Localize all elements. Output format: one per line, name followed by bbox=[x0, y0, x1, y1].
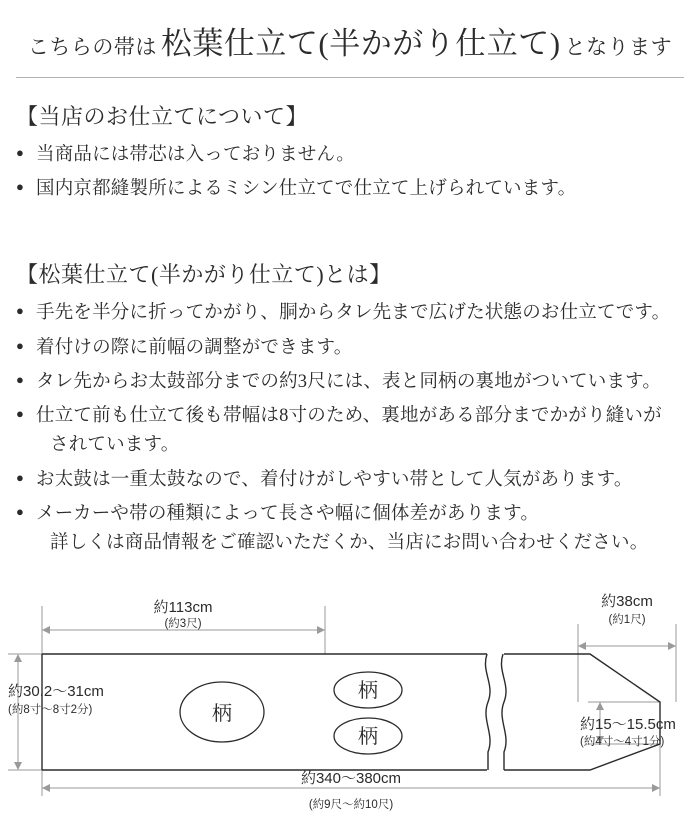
list-item-continuation: されています。 bbox=[50, 435, 180, 456]
label-left-width-sub: (約8寸〜8寸2分) bbox=[8, 704, 93, 716]
title-prefix: こちらの帯は bbox=[27, 35, 157, 59]
section-title-matsuba: 【松葉仕立て(半かがり仕立て)とは】 bbox=[16, 262, 392, 288]
label-tip-width-sub: (約4寸〜4寸1分) bbox=[580, 736, 665, 748]
page-title bbox=[14, 0, 686, 63]
title-suffix: となります bbox=[564, 35, 673, 59]
pattern-label: 柄 bbox=[358, 680, 378, 702]
list-item: ● 手先を半分に折ってかがり、胴からタレ先まで広げた状態のお仕立てです。 bbox=[16, 299, 686, 328]
obi-dimension-diagram bbox=[0, 584, 700, 840]
section-title-tailoring: 【当店のお仕立てについて】 bbox=[16, 104, 309, 129]
list-item: ● 国内京都縫製所によるミシン仕立てで仕立て上げられています。 bbox=[16, 175, 686, 204]
section-list-tailoring bbox=[14, 141, 686, 204]
label-top-length: 約113cm bbox=[153, 599, 213, 616]
title-emphasis: 松葉仕立て(半かがり仕立て) bbox=[160, 26, 561, 61]
label-tip-width: 約15〜15.5cm bbox=[580, 716, 676, 733]
list-item-text: 仕立て前も仕立て後も帯幅は8寸のため、裏地がある部分までかがり縫いが bbox=[36, 406, 662, 427]
section-list-matsuba bbox=[14, 299, 686, 558]
label-total-length: 約340〜380cm bbox=[300, 770, 402, 787]
pattern-label: 柄 bbox=[358, 726, 378, 748]
list-item: ● 当商品には帯芯は入っておりません。 bbox=[16, 141, 686, 170]
list-item: ● お太鼓は一重太鼓なので、着付けがしやすい帯として人気があります。 bbox=[16, 466, 686, 495]
list-item bbox=[16, 402, 686, 460]
label-top-length-sub: (約3尺) bbox=[164, 618, 202, 630]
list-item: ● 着付けの際に前幅の調整ができます。 bbox=[16, 334, 686, 363]
list-item bbox=[16, 500, 686, 558]
label-left-width: 約30.2〜31cm bbox=[8, 683, 104, 700]
list-item: ● タレ先からお太鼓部分までの約3尺には、表と同柄の裏地がついています。 bbox=[16, 368, 686, 397]
header-divider bbox=[16, 77, 684, 78]
label-right-length: 約38cm bbox=[601, 593, 653, 610]
pattern-label: 柄 bbox=[212, 703, 232, 725]
label-total-length-sub: (約9尺〜約10尺) bbox=[308, 799, 394, 811]
list-item-continuation: 詳しくは商品情報をご確認いただくか、当店にお問い合わせください。 bbox=[50, 532, 649, 553]
list-item-text: メーカーや帯の種類によって長さや幅に個体差があります。 bbox=[36, 503, 540, 524]
label-right-length-sub: (約1尺) bbox=[608, 614, 646, 626]
